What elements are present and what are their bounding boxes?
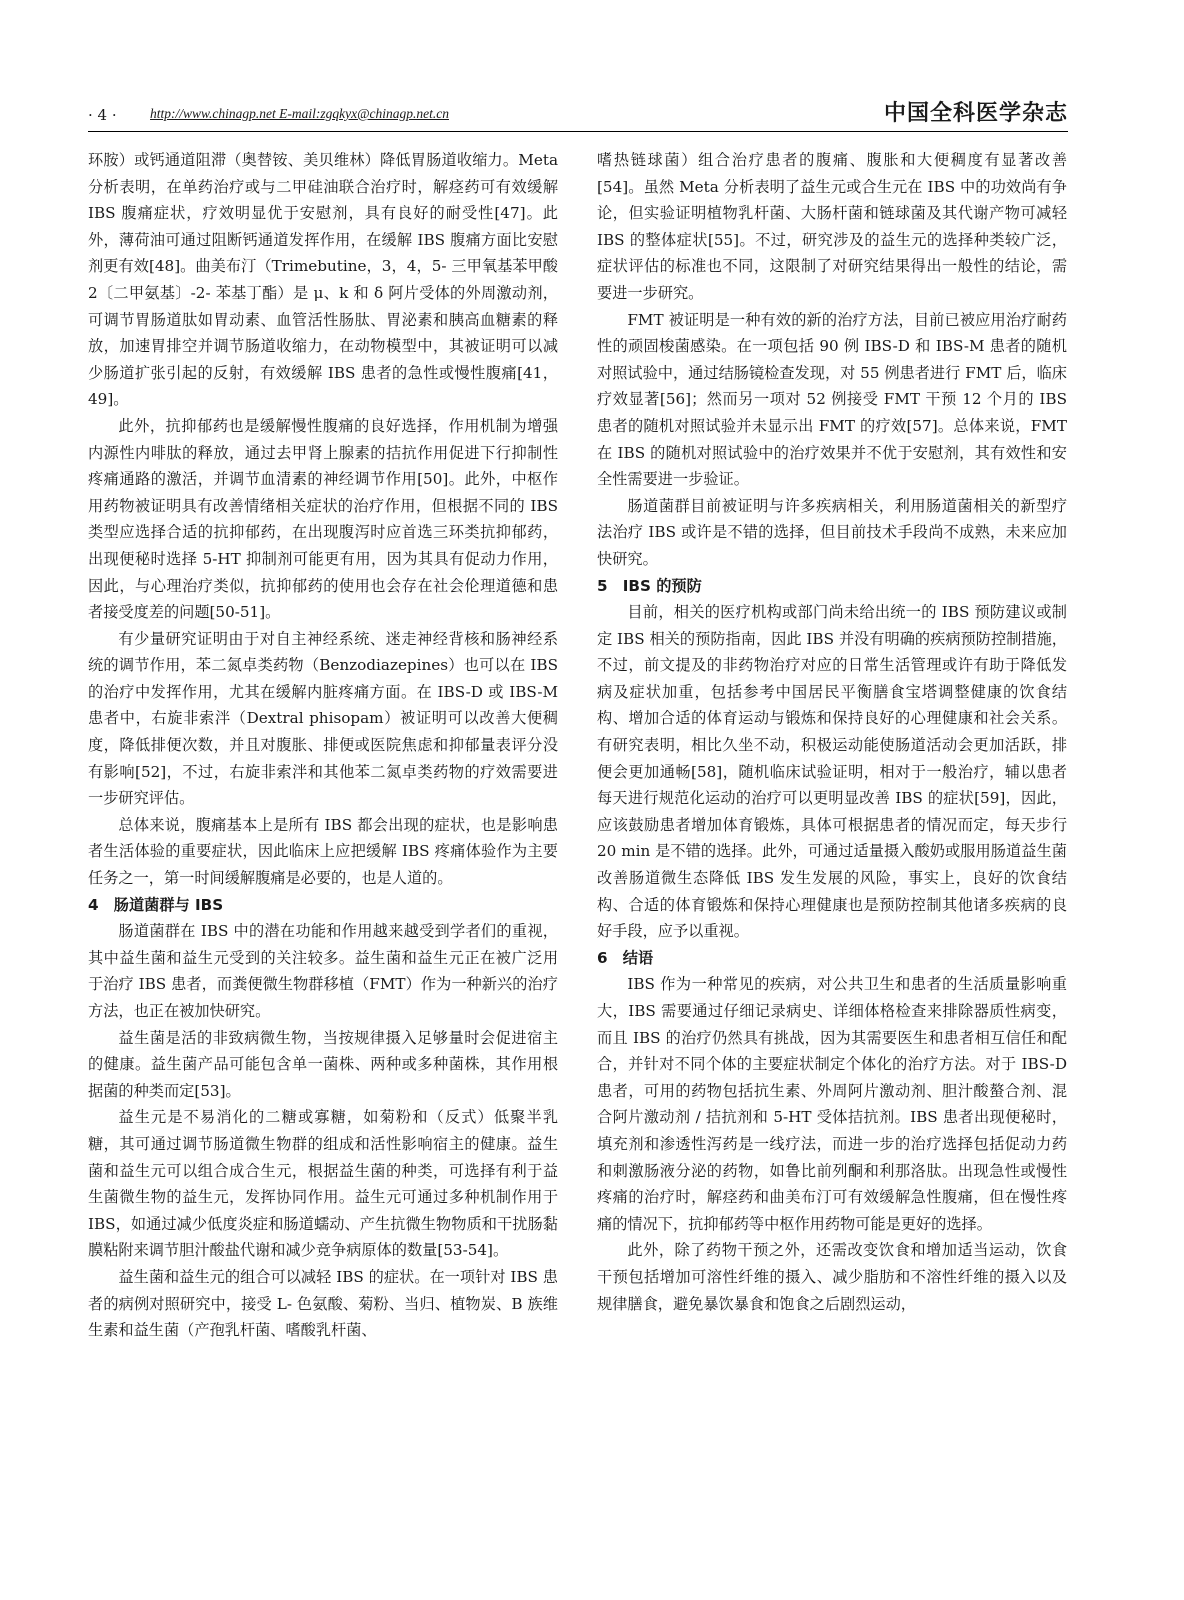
section-heading: 5 IBS 的预防 <box>597 576 702 595</box>
paragraph: 益生元是不易消化的二糖或寡糖，如菊粉和（反式）低聚半乳糖，其可通过调节肠道微生物群的组成和活性影响宿主的健康。益生菌和益生元可以组合成合生元，根据益生菌的种类，可选择有利于益生菌微生物的益生元，发挥协同作用。益生元可通过多种机制作用于 IBS，如通过减少低度炎症和肠道蠕动、产生抗微生物物质和干扰肠黏膜粘附来调节胆汁酸盐代谢和减少竞争病原体的数量[53-54]。 <box>88 1108 558 1260</box>
paragraph: IBS 作为一种常见的疾病，对公共卫生和患者的生活质量影响重大，IBS 需要通过仔细记录病史、详细体格检查来排除器质性病变，而且 IBS 的治疗仍然具有挑战，因为其需要医生和患者相互信任和配合，并针对不同个体的主要症状制定个体化的治疗方法。对于 IBS-D 患者，可用的药物包括抗生素、外周阿片激动剂、胆汁酸螯合剂、混合阿片激动剂 / 拮抗剂和 5-HT 受体拮抗剂。IBS 患者出现便秘时，填充剂和渗透性泻药是一线疗法，而进一步的治疗选择包括促动力药和刺激肠液分泌的药物，如鲁比前列酮和利那洛肽。出现急性或慢性疼痛的治疗时，解痉药和曲美布汀可有效缓解急性腹痛，但在慢性疼痛的情况下，抗抑郁药等中枢作用药物可能是更好的选择。 <box>597 975 1067 1233</box>
paragraph: 肠道菌群目前被证明与许多疾病相关，利用肠道菌相关的新型疗法治疗 IBS 或许是不错的选择，但目前技术手段尚不成熟，未来应加快研究。 <box>597 496 1067 568</box>
page-header <box>88 92 1068 126</box>
journal-title: 中国全科医学杂志 <box>883 101 1068 126</box>
section-heading: 4 肠道菌群与 IBS <box>88 895 224 914</box>
page-number: · 4 · <box>88 106 117 124</box>
section-heading: 6 结语 <box>597 948 654 967</box>
paragraph: 目前，相关的医疗机构或部门尚未给出统一的 IBS 预防建议或制定 IBS 相关的预防指南，因此 IBS 并没有明确的疾病预防控制措施，不过，前文提及的非药物治疗对应的日常生活管理或许有助于降低发病及症状加重，包括参考中国居民平衡膳食宝塔调整健康的饮食结构、增加合适的体育运动与锻炼和保持良好的心理健康和社会关系。有研究表明，相比久坐不动，积极运动能使肠道活动会更加活跃，排便会更加通畅[58]，随机临床试验证明，相对于一般治疗，辅以患者每天进行规范化运动的治疗可以更明显改善 IBS 的症状[59]，因此，应该鼓励患者增加体育锻炼，具体可根据患者的情况而定，每天步行 20 min 是不错的选择。此外，可通过适量摄入酸奶或服用肠道益生菌改善肠道微生态降低 IBS 发生发展的风险，事实上，良好的饮食结构、合适的体育锻炼和保持心理健康也是预防控制其他诸多疾病的良好手段，应予以重视。 <box>597 603 1067 941</box>
paragraph: 此外，除了药物干预之外，还需改变饮食和增加适当运动，饮食干预包括增加可溶性纤维的摄入、减少脂肪和不溶性纤维的摄入以及规律膳食，避免暴饮暴食和饱食之后剧烈运动， <box>597 1241 1067 1313</box>
paragraph: 肠道菌群在 IBS 中的潜在功能和作用越来越受到学者们的重视，其中益生菌和益生元受到的关注较多。益生菌和益生元正在被广泛用于治疗 IBS 患者，而粪便微生物群移植（FMT）作为一种新兴的治疗方法，也正在被加快研究。 <box>88 922 558 1020</box>
paragraph: 环胺）或钙通道阻滞（奥替铵、美贝维林）降低胃肠道收缩力。Meta 分析表明，在单药治疗或与二甲硅油联合治疗时，解痉药可有效缓解 IBS 腹痛症状，疗效明显优于安慰剂，具有良好的耐受性[47]。此外，薄荷油可通过阻断钙通道发挥作用，在缓解 IBS 腹痛方面比安慰剂更有效[48]。曲美布汀（Trimebutine，3，4，5- 三甲氧基苯甲酸 2〔二甲氨基〕-2- 苯基丁酯）是 μ、k 和 δ 阿片受体的外周激动剂，可调节胃肠道肽如胃动素、血管活性肠肽、胃泌素和胰高血糖素的释放，加速胃排空并调节肠道收缩力，在动物模型中，其被证明可以减少肠道扩张引起的反射，有效缓解 IBS 患者的急性或慢性腹痛[41，49]。 <box>88 151 558 409</box>
paragraph: 益生菌是活的非致病微生物，当按规律摄入足够量时会促进宿主的健康。益生菌产品可能包含单一菌株、两种或多种菌株，其作用根据菌的种类而定[53]。 <box>88 1028 558 1100</box>
paragraph: FMT 被证明是一种有效的新的治疗方法，目前已被应用治疗耐药性的顽固梭菌感染。在一项包括 90 例 IBS-D 和 IBS-M 患者的随机对照试验中，通过结肠镜检查发现，对 55 例患者进行 FMT 后，临床疗效显著[56]；然而另一项对 52 例接受 FMT 干预 12 个月的 IBS 患者的随机对照试验并未显示出 FMT 的疗效[57]。总体来说，FMT 在 IBS 的随机对照试验中的治疗效果并不优于安慰剂，其有效性和安全性需要进一步验证。 <box>597 310 1067 489</box>
paragraph: 嗜热链球菌）组合治疗患者的腹痛、腹胀和大便稠度有显著改善[54]。虽然 Meta 分析表明了益生元或合生元在 IBS 中的功效尚有争论，但实验证明植物乳杆菌、大肠杆菌和链球菌及其代谢产物可减轻 IBS 的整体症状[55]。不过，研究涉及的益生元的选择种类较广泛，症状评估的标准也不同，这限制了对研究结果得出一般性的结论，需要进一步研究。 <box>597 151 1067 302</box>
paragraph: 有少量研究证明由于对自主神经系统、迷走神经背核和肠神经系统的调节作用，苯二氮卓类药物（Benzodiazepines）也可以在 IBS 的治疗中发挥作用，尤其在缓解内脏疼痛方面。在 IBS-D 或 IBS-M 患者中，右旋非索泮（Dextral phisopam）被证明可以改善大便稠度，降低排便次数，并且对腹胀、排便或医院焦虑和抑郁量表评分没有影响[52]，不过，右旋非索泮和其他苯二氮卓类药物的疗效需要进一步研究评估。 <box>88 629 558 808</box>
journal-links[interactable]: http://www.chinagp.net E-mail:zgqkyx@chinagp.net.cn <box>150 106 449 121</box>
left-column <box>88 147 558 1344</box>
header-rule <box>88 131 1068 132</box>
paragraph: 益生菌和益生元的组合可以减轻 IBS 的症状。在一项针对 IBS 患者的病例对照研究中，接受 L- 色氨酸、菊粉、当归、植物炭、B 族维生素和益生菌（产孢乳杆菌、嗜酸乳杆菌、 <box>88 1267 558 1340</box>
paragraph: 此外，抗抑郁药也是缓解慢性腹痛的良好选择，作用机制为增强内源性内啡肽的释放，通过去甲肾上腺素的拮抗作用促进下行抑制性疼痛通路的激活，并调节血清素的神经调节作用[50]。此外，中枢作用药物被证明具有改善情绪相关症状的治疗作用，但根据不同的 IBS 类型应选择合适的抗抑郁药，在出现腹泻时应首选三环类抗抑郁药，出现便秘时选择 5-HT 抑制剂可能更有用，因为其具有促动力作用，因此，与心理治疗类似，抗抑郁药的使用也会存在社会伦理道德和患者接受度差的问题[50-51]。 <box>88 416 558 622</box>
right-column <box>597 147 1067 1317</box>
paragraph: 总体来说，腹痛基本上是所有 IBS 都会出现的症状，也是影响患者生活体验的重要症状，因此临床上应把缓解 IBS 疼痛体验作为主要任务之一，第一时间缓解腹痛是必要的，也是人道的。 <box>88 815 558 888</box>
